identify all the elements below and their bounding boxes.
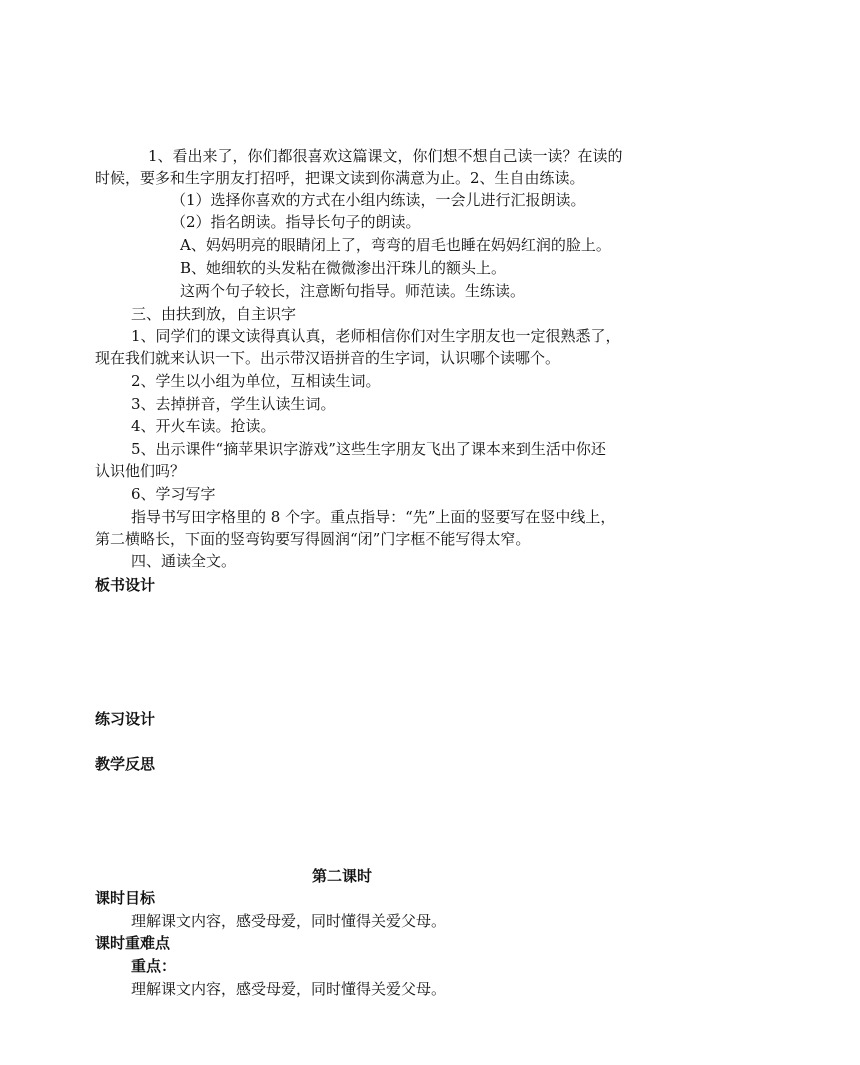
paragraph-line: 这两个句子较长，注意断句指导。师范读。生练读。	[180, 282, 526, 300]
paragraph-line: 指导书写田字格里的 8 个字。重点指导：“先”上面的竖要写在竖中线上，	[131, 508, 616, 526]
paragraph-line: 2、学生以小组为单位，互相读生词。	[131, 372, 381, 390]
teaching-reflection-heading: 教学反思	[95, 755, 156, 773]
paragraph-line: 时候，要多和生字朋友打招呼，把课文读到你满意为止。2、生自由练读。	[95, 169, 585, 187]
key-label: 重点：	[131, 957, 177, 975]
paragraph-line: 现在我们就来认识一下。出示带汉语拼音的生字词，认识哪个读哪个。	[95, 349, 561, 367]
paragraph-line: 5、出示课件“摘苹果识字游戏”这些生字朋友飞出了课本来到生活中你还	[131, 440, 606, 458]
paragraph-line: A、妈妈明亮的眼睛闭上了，弯弯的眉毛也睡在妈妈红润的脸上。	[180, 236, 611, 254]
lesson-goal-heading: 课时目标	[95, 889, 156, 907]
paragraph-line: 认识他们吗？	[95, 462, 186, 480]
paragraph-line: 4、开火车读。抢读。	[131, 417, 276, 435]
paragraph-line: B、她细软的头发粘在微微渗出汗珠儿的额头上。	[180, 259, 507, 277]
paragraph-line: 6、学习写字	[131, 485, 216, 503]
section-heading: 四、通读全文。	[131, 552, 237, 570]
section-heading: 三、由扶到放，自主识字	[131, 305, 297, 323]
paragraph-line: 3、去掉拼音，学生认读生词。	[131, 395, 336, 413]
paragraph-line: 第二横略长，下面的竖弯钩要写得圆润“闭”门字框不能写得太窄。	[95, 530, 531, 548]
board-design-heading: 板书设计	[95, 576, 156, 594]
key-text: 理解课文内容，感受母爱，同时懂得关爱父母。	[131, 980, 447, 998]
paragraph-line: 1、同学们的课文读得真认真，老师相信你们对生字朋友也一定很熟悉了，	[131, 327, 621, 345]
lesson-goal-text: 理解课文内容，感受母爱，同时懂得关爱父母。	[131, 912, 447, 930]
key-points-heading: 课时重难点	[95, 934, 171, 952]
second-lesson-title: 第二课时	[312, 867, 373, 885]
paragraph-line: （1）选择你喜欢的方式在小组内练读，一会儿进行汇报朗读。	[171, 191, 586, 209]
paragraph-line: 1、看出来了，你们都很喜欢这篇课文，你们想不想自己读一读？在读的	[148, 147, 623, 165]
paragraph-line: （2）指名朗读。指导长句子的朗读。	[171, 213, 421, 231]
exercise-design-heading: 练习设计	[95, 710, 156, 728]
